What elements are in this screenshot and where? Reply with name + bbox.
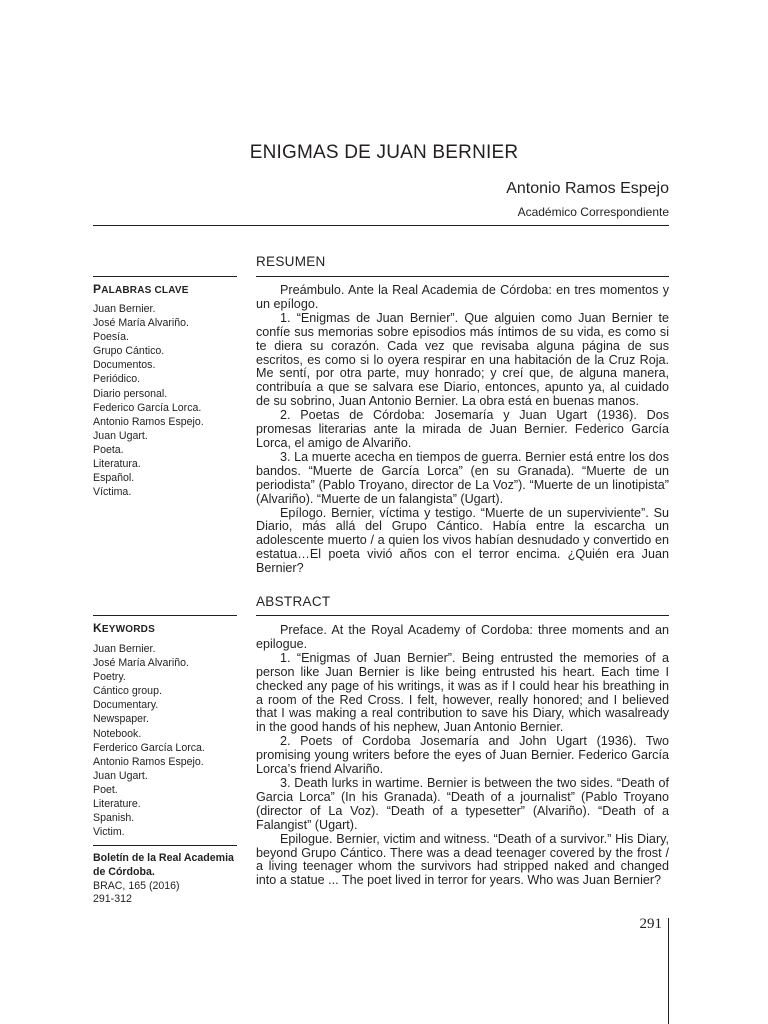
list-item: Juan Bernier. — [93, 643, 156, 655]
journal-volume: BRAC, 165 (2016) — [93, 879, 180, 892]
list-item: Diario personal. — [93, 387, 168, 400]
list-item: Notebook. — [93, 727, 142, 740]
resumen-paragraph-1: 1. “Enigmas de Juan Bernier”. Que alguien como Juan Bernier te confíe sus memorias sobre episodios más íntimos de su vida, es como si te diera su corazón. Cada vez que revisaba alguna página de sus escritos, es como si lo oyera respirar en una habitación de la Cruz Roja. Me sentí, por otra parte, muy honrado; y creí que, de alguna manera, contribuía a que se salvara ese Diario, entonces, apunto ya, al cuidado de su sobrino, Juan Antonio Bernier. La obra está en buenas manos. — [256, 310, 669, 409]
resumen-paragraph-3: 3. La muerte acecha en tiempos de guerra. Bernier está entre los dos bandos. “Muerte de García Lorca” (en su Granada). “Muerte de un periodista” (Pablo Troyano, director de La Voz”). “Muerte de un linotipista” (Alvariño). “Muerte de un falangista” (Ugart). — [256, 449, 669, 506]
list-item: José María Alvariño. — [93, 317, 189, 330]
palabras-clave-heading-rest: ALABRAS CLAVE — [101, 285, 189, 296]
resumen-paragraph-2: 2. Poetas de Córdoba: Josemaría y Juan Ugart (1936). Dos promesas literarias ante la mirada de Juan Bernier. Federico García Lorca, el amigo de Alvariño. — [256, 408, 669, 450]
list-item: Victim. — [93, 826, 125, 839]
palabras-clave-heading — [93, 282, 189, 296]
margin-line — [668, 918, 669, 1024]
resumen-paragraph-4: Epílogo. Bernier, víctima y testigo. “Muerte de un superviviente”. Su Diario, más allá del Grupo Cántico. Había entre la escarcha un adolescente muerto / a quien los vivos habían desnudado y convertido en estatua…El poeta vivió años con el terror encima. ¿Quién era Juan Bernier? — [256, 505, 669, 576]
list-item: Spanish. — [93, 812, 135, 825]
list-item: Poeta. — [93, 443, 124, 456]
keywords-heading — [93, 621, 155, 635]
list-item: Periódico. — [93, 373, 141, 386]
list-item: Literatura. — [93, 458, 141, 471]
article-title: ENIGMAS DE JUAN BERNIER — [249, 142, 519, 163]
keywords-heading-rest: EYWORDS — [101, 624, 155, 635]
list-item: Poetry. — [93, 671, 126, 684]
palabras-clave-list — [93, 302, 243, 499]
journal-pages: 291-312 — [93, 893, 132, 906]
list-item: Juan Bernier. — [93, 303, 156, 315]
list-item: Víctima. — [93, 486, 132, 499]
list-item: José María Alvariño. — [93, 657, 189, 670]
resumen-heading: RESUMEN — [256, 254, 326, 269]
author-affiliation: Académico Correspondiente — [517, 205, 669, 219]
list-item: Antonio Ramos Espejo. — [93, 415, 204, 428]
journal-info — [93, 852, 243, 907]
list-item: Literature. — [93, 798, 141, 811]
resumen-paragraph-0: Preámbulo. Ante la Real Academia de Córdoba: en tres momentos y un epílogo. — [256, 283, 669, 311]
resumen-rule — [256, 276, 669, 277]
journal-name-line1: Boletín de la Real Academia — [93, 852, 234, 864]
page-number: 291 — [639, 916, 662, 932]
keywords-list — [93, 642, 243, 839]
list-item: Poesía. — [93, 331, 129, 344]
palabras-clave-heading-initial: P — [93, 282, 102, 296]
list-item: Juan Ugart. — [93, 429, 148, 442]
list-item: Newspaper. — [93, 713, 149, 726]
header-divider — [93, 225, 669, 226]
abstract-paragraph-0: Preface. At the Royal Academy of Cordoba: three moments and an epilogue. — [256, 623, 669, 651]
list-item: Federico García Lorca. — [93, 401, 202, 414]
list-item: Documentos. — [93, 359, 156, 372]
list-item: Grupo Cántico. — [93, 345, 165, 358]
list-item: Juan Ugart. — [93, 769, 148, 782]
resumen-body — [256, 284, 669, 576]
abstract-heading: ABSTRACT — [256, 594, 331, 609]
abstract-body — [256, 624, 669, 888]
palabras-clave-rule — [93, 276, 237, 277]
abstract-paragraph-2: 2. Poets of Cordoba Josemaría and John Ugart (1936). Two promising young writers before the eyes of Juan Bernier. Federico García Lorca’s friend Alvariño. — [256, 734, 669, 777]
list-item: Cántico group. — [93, 685, 162, 698]
list-item: Poet. — [93, 783, 118, 796]
abstract-paragraph-1: 1. “Enigmas of Juan Bernier”. Being entrusted the memories of a person like Juan Bernier is like being entrusted his heart. Each time I checked any page of his writings, it was as if I could hear his breathing in a room of the Red Cross. I felt, however, really honored; and I believed that I was making a real contribution to save his Diary, which wasalready in the good hands of his nephew, Juan Antonio Bernier. — [256, 650, 669, 735]
journal-rule — [93, 845, 237, 846]
keywords-rule — [93, 615, 237, 616]
list-item: Documentary. — [93, 699, 159, 712]
author-name: Antonio Ramos Espejo — [506, 180, 669, 197]
abstract-paragraph-3: 3. Death lurks in wartime. Bernier is between the two sides. “Death of Garcia Lorca” (In his Granada). “Death of a journalist” (Pablo Troyano (director of La Voz). “Death of a typesetter” (Alvariño). “Death of a Falangist” (Ugart). — [256, 775, 669, 832]
keywords-heading-initial: K — [93, 621, 102, 635]
list-item: Antonio Ramos Espejo. — [93, 755, 204, 768]
abstract-paragraph-4: Epilogue. Bernier, victim and witness. “Death of a survivor.” His Diary, beyond Grupo Cántico. There was a dead teenager covered by the frost / a living teenager whom the survivors had stripped naked and changed into a statue ... The poet lived in terror for years. Who was Juan Bernier? — [256, 831, 669, 888]
abstract-rule — [256, 615, 669, 616]
list-item: Español. — [93, 472, 135, 485]
journal-name-line2: de Córdoba. — [93, 865, 155, 878]
list-item: Ferderico García Lorca. — [93, 741, 205, 754]
